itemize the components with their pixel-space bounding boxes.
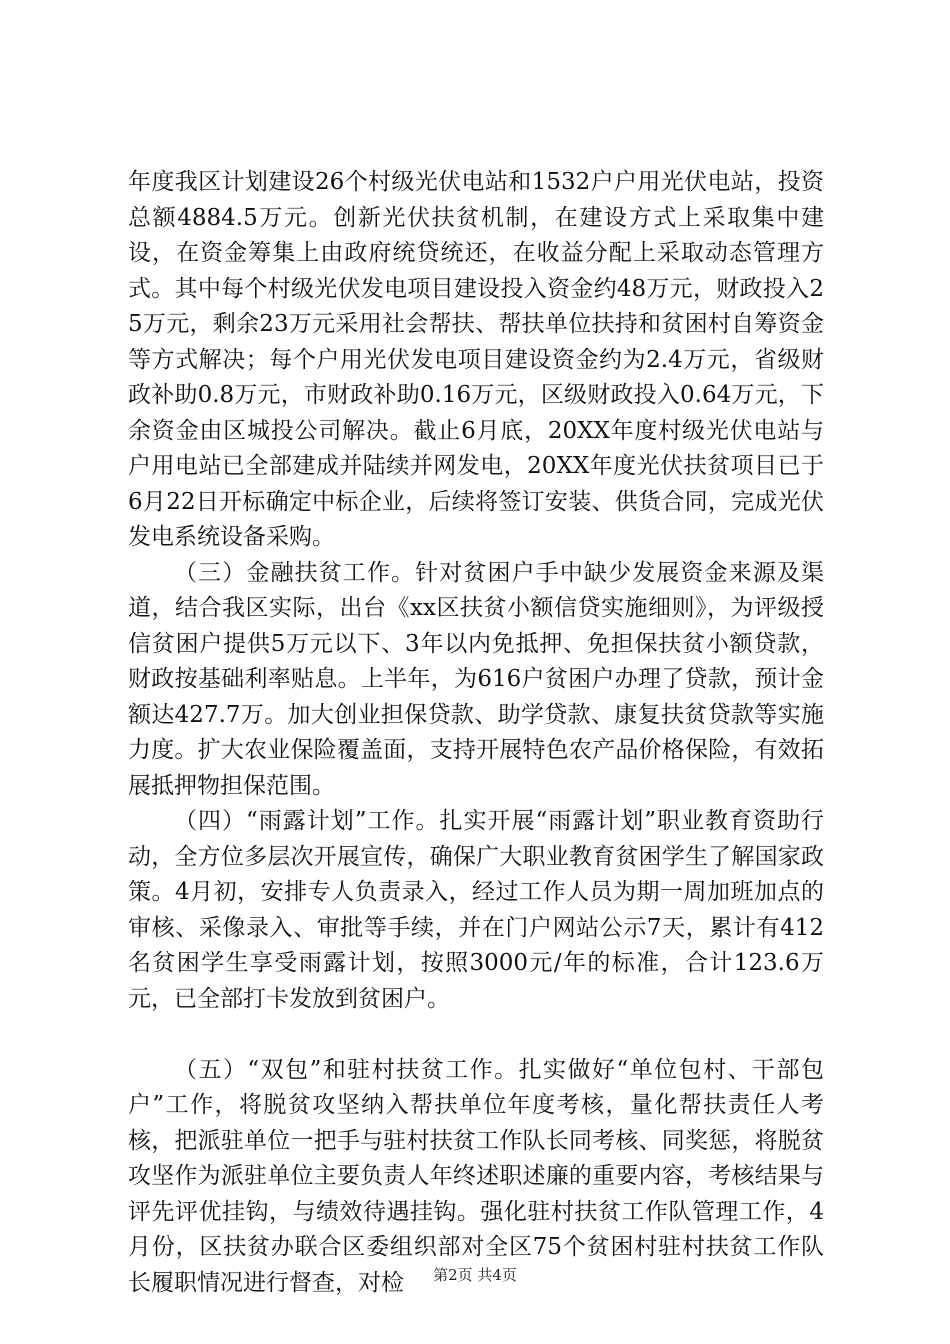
paragraph-solar-project: 年度我区计划建设26个村级光伏电站和1532户户用光伏电站，投资总额4884.5万元。创新光伏扶贫机制，在建设方式上采取集中建设，在资金筹集上由政府统贷统还，在收益分配上采取动态管理方式。其中每个村级光伏发电项目建设投入资金约48万元，财政投入25万元，剩余23万元采用社会帮扶、帮扶单位扶持和贫困村自筹资金等方式解决；每个户用光伏发电项目建设资金约为2.4万元，省级财政补助0.8万元，市财政补助0.16万元，区级财政投入0.64万元，下余资金由区城投公司解决。截止6月底，20XX年度村级光伏电站与户用电站已全部建成并陆续并网发电，20XX年度光伏扶贫项目已于6月22日开标确定中标企业，后续将签订安装、供货合同，完成光伏发电系统设备采购。 xyxy=(128,169,824,550)
paragraph-yulu-plan: （四）“雨露计划”工作。扎实开展“雨露计划”职业教育资助行动，全方位多层次开展宣传，确保广大职业教育贫困学生了解国家政策。4月初，安排专人负责录入，经过工作人员为期一周加班加点的审核、采像录入、审批等手续，并在门户网站公示7天，累计有412名贫困学生享受雨露计划，按照3000元/年的标准，合计123.6万元，已全部打卡发放到贫困户。 xyxy=(128,808,824,1012)
page-number-footer: 第2页 共4页 xyxy=(433,1266,517,1284)
document-body xyxy=(128,165,824,1301)
paragraph-village-assistance: （五）“双包”和驻村扶贫工作。扎实做好“单位包村、干部包户”工作，将脱贫攻坚纳入帮扶单位年度考核，量化帮扶责任人考核，把派驻单位一把手与驻村扶贫工作队长同考核、同奖惩，将脱贫攻坚作为派驻单位主要负责人年终述职述廉的重要内容，考核结果与评先评优挂钩，与绩效待遇挂钩。强化驻村扶贫工作队管理工作，4月份，区扶贫办联合区委组织部对全区75个贫困村驻村扶贫工作队长履职情况进行督查，对检 xyxy=(128,1056,824,1296)
paragraph-financial-poverty-alleviation: （三）金融扶贫工作。针对贫困户手中缺少发展资金来源及渠道，结合我区实际，出台《xx区扶贫小额信贷实施细则》，为评级授信贫困户提供5万元以下、3年以内免抵押、免担保扶贫小额贷款，财政按基础利率贴息。上半年，为616户贫困户办理了贷款，预计金额达427.7万。加大创业担保贷款、助学贷款、康复扶贫贷款等实施力度。扩大农业保险覆盖面，支持开展特色农产品价格保险，有效拓展抵押物担保范围。 xyxy=(128,559,824,799)
